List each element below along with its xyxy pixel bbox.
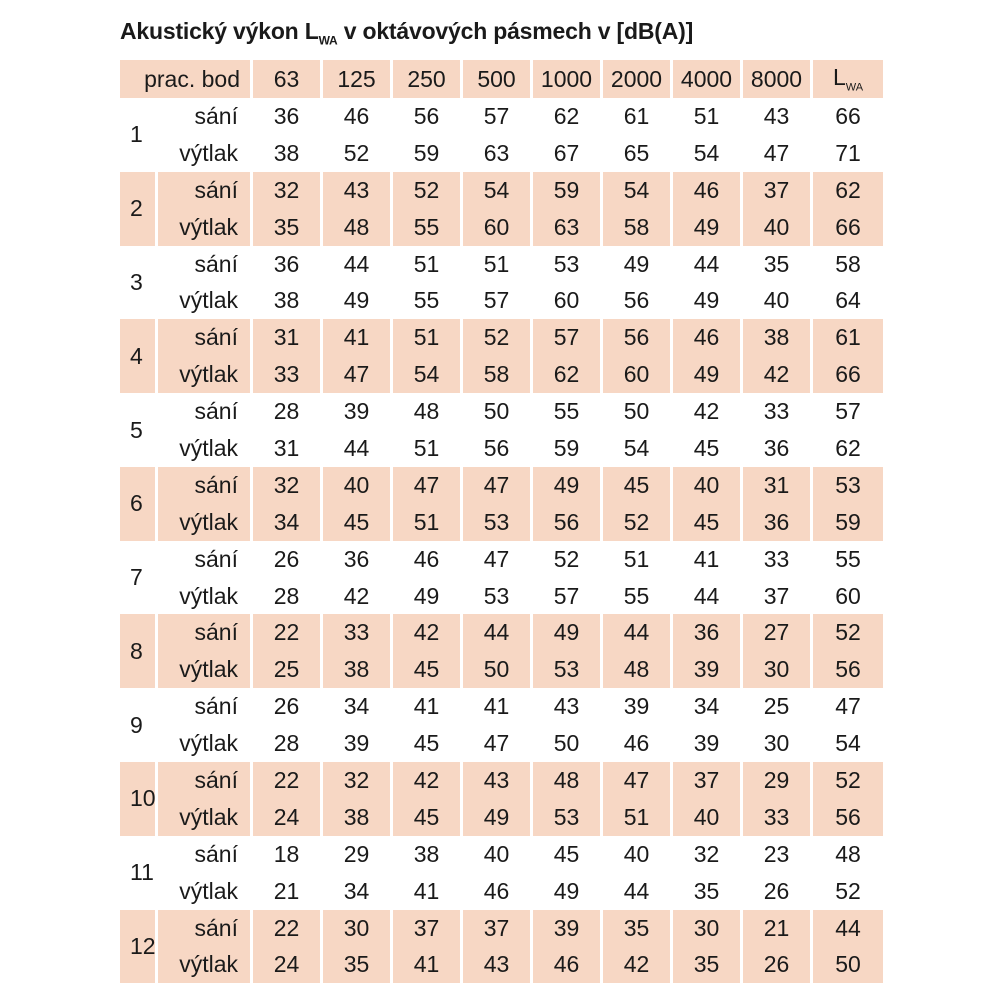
band-value-cell: 39 <box>673 651 743 688</box>
band-value-cell: 24 <box>253 799 323 836</box>
header-lwa <box>813 60 883 98</box>
table-row <box>120 873 883 910</box>
mode-suction-label: sání <box>158 910 253 947</box>
band-value-cell: 26 <box>253 688 323 725</box>
band-value-cell: 49 <box>533 614 603 651</box>
band-value-cell: 43 <box>323 172 393 209</box>
header-band: 4000 <box>673 60 743 98</box>
band-value-cell: 22 <box>253 762 323 799</box>
mode-suction-label: sání <box>158 319 253 356</box>
band-value-cell: 34 <box>673 688 743 725</box>
band-value-cell: 40 <box>673 799 743 836</box>
lwa-value-cell: 52 <box>813 762 883 799</box>
band-value-cell: 60 <box>463 209 533 246</box>
title-subscript: WA <box>318 33 338 48</box>
band-value-cell: 63 <box>463 135 533 172</box>
band-value-cell: 57 <box>463 282 533 319</box>
band-value-cell: 51 <box>463 246 533 283</box>
lwa-value-cell: 58 <box>835 250 861 277</box>
mode-discharge-label: výtlak <box>158 725 253 762</box>
band-value-cell: 44 <box>323 430 393 467</box>
band-value-cell: 44 <box>673 578 743 615</box>
band-value-cell: 34 <box>253 504 323 541</box>
band-value-cell: 36 <box>253 246 323 283</box>
band-value-cell: 33 <box>743 393 813 430</box>
point-number: 2 <box>120 172 158 246</box>
mode-suction-label: sání <box>158 541 253 578</box>
table-row <box>120 319 883 356</box>
band-value-cell: 31 <box>253 319 323 356</box>
band-value-cell: 30 <box>743 651 813 688</box>
band-value-cell: 35 <box>253 209 323 246</box>
band-value-cell: 34 <box>323 873 393 910</box>
table-row <box>120 209 883 246</box>
lwa-value-cell: 66 <box>835 102 861 129</box>
band-value-cell: 35 <box>603 910 673 947</box>
band-value-cell: 51 <box>393 246 463 283</box>
band-value-cell: 54 <box>463 172 533 209</box>
lwa-value-cell: 66 <box>813 356 883 393</box>
title-main: Akustický výkon L <box>120 18 319 44</box>
table-row <box>120 688 883 725</box>
band-value-cell: 49 <box>673 282 743 319</box>
band-value-cell: 43 <box>533 688 603 725</box>
mode-discharge-label: výtlak <box>158 135 253 172</box>
band-value-cell: 50 <box>533 725 603 762</box>
band-value-cell: 37 <box>393 910 463 947</box>
mode-discharge-label: výtlak <box>158 651 253 688</box>
header-row <box>120 60 883 98</box>
band-value-cell: 49 <box>463 799 533 836</box>
band-value-cell: 51 <box>393 430 463 467</box>
band-value-cell: 40 <box>743 209 813 246</box>
band-value-cell: 58 <box>463 356 533 393</box>
band-value-cell: 40 <box>463 836 533 873</box>
band-value-cell: 46 <box>533 946 603 983</box>
band-value-cell: 33 <box>743 541 813 578</box>
band-value-cell: 38 <box>743 319 813 356</box>
table-row <box>120 799 883 836</box>
band-value-cell: 65 <box>603 135 673 172</box>
table-row <box>120 614 883 651</box>
lwa-value-cell: 59 <box>813 504 883 541</box>
band-value-cell: 42 <box>673 393 743 430</box>
band-value-cell: 46 <box>393 541 463 578</box>
lwa-value-cell: 56 <box>813 799 883 836</box>
band-value-cell: 57 <box>533 578 603 615</box>
band-value-cell: 41 <box>393 873 463 910</box>
table-row <box>120 541 883 578</box>
band-value-cell: 56 <box>603 282 673 319</box>
band-value-cell: 38 <box>323 799 393 836</box>
band-value-cell: 62 <box>533 356 603 393</box>
band-value-cell: 27 <box>743 614 813 651</box>
table-row <box>120 98 883 135</box>
lwa-value-cell: 50 <box>813 946 883 983</box>
band-value-cell: 45 <box>323 504 393 541</box>
point-number: 10 <box>120 762 158 836</box>
band-value-cell: 63 <box>533 209 603 246</box>
table-row <box>120 578 883 615</box>
band-value-cell: 44 <box>323 246 393 283</box>
header-lwa-main: L <box>832 64 846 91</box>
band-value-cell: 54 <box>673 135 743 172</box>
band-value-cell: 39 <box>323 725 393 762</box>
point-number: 12 <box>120 910 158 984</box>
band-value-cell: 49 <box>533 873 603 910</box>
band-value-cell: 45 <box>673 504 743 541</box>
band-value-cell: 45 <box>393 725 463 762</box>
mode-discharge-label: výtlak <box>158 504 253 541</box>
point-number: 3 <box>120 246 158 320</box>
band-value-cell: 53 <box>533 246 603 283</box>
mode-suction-label: sání <box>158 836 253 873</box>
band-value-cell: 55 <box>393 209 463 246</box>
band-value-cell: 36 <box>323 541 393 578</box>
band-value-cell: 21 <box>253 873 323 910</box>
band-value-cell: 32 <box>323 762 393 799</box>
band-value-cell: 38 <box>253 135 323 172</box>
lwa-value-cell: 64 <box>835 287 861 314</box>
header-band: 63 <box>253 60 323 98</box>
band-value-cell: 43 <box>743 98 813 135</box>
lwa-value-cell: 57 <box>835 398 861 425</box>
point-number: 6 <box>120 467 158 541</box>
lwa-value-cell: 61 <box>813 319 883 356</box>
band-value-cell: 33 <box>323 614 393 651</box>
table-row <box>120 946 883 983</box>
table-row <box>120 467 883 504</box>
band-value-cell: 39 <box>323 393 393 430</box>
point-number: 4 <box>120 319 158 393</box>
band-value-cell: 30 <box>743 725 813 762</box>
mode-discharge-label: výtlak <box>158 209 253 246</box>
table-row <box>120 430 883 467</box>
band-value-cell: 42 <box>393 614 463 651</box>
table-row <box>120 836 883 873</box>
table-row <box>120 135 883 172</box>
band-value-cell: 51 <box>603 799 673 836</box>
band-value-cell: 55 <box>393 282 463 319</box>
band-value-cell: 37 <box>743 578 813 615</box>
title-rest: v oktávových pásmech v [dB(A)] <box>337 18 694 44</box>
lwa-value-cell: 60 <box>835 582 861 609</box>
header-band: 8000 <box>743 60 813 98</box>
band-value-cell: 49 <box>323 282 393 319</box>
band-value-cell: 62 <box>533 98 603 135</box>
band-value-cell: 49 <box>393 578 463 615</box>
band-value-cell: 28 <box>253 725 323 762</box>
mode-suction-label: sání <box>158 246 253 283</box>
band-value-cell: 52 <box>533 541 603 578</box>
mode-discharge-label: výtlak <box>158 799 253 836</box>
band-value-cell: 51 <box>393 319 463 356</box>
band-value-cell: 55 <box>533 393 603 430</box>
lwa-value-cell: 55 <box>835 545 861 572</box>
band-value-cell: 46 <box>603 725 673 762</box>
band-value-cell: 28 <box>253 578 323 615</box>
band-value-cell: 34 <box>323 688 393 725</box>
band-value-cell: 59 <box>533 172 603 209</box>
band-value-cell: 47 <box>603 762 673 799</box>
mode-suction-label: sání <box>158 762 253 799</box>
header-band: 1000 <box>533 60 603 98</box>
band-value-cell: 41 <box>463 688 533 725</box>
lwa-value-cell: 53 <box>813 467 883 504</box>
band-value-cell: 30 <box>673 910 743 947</box>
band-value-cell: 32 <box>673 836 743 873</box>
band-value-cell: 43 <box>463 762 533 799</box>
band-value-cell: 51 <box>673 98 743 135</box>
lwa-value-cell: 52 <box>813 614 883 651</box>
band-value-cell: 51 <box>603 541 673 578</box>
table-row <box>120 246 883 283</box>
band-value-cell: 42 <box>603 946 673 983</box>
band-value-cell: 18 <box>253 836 323 873</box>
band-value-cell: 36 <box>673 614 743 651</box>
table-row <box>120 282 883 319</box>
band-value-cell: 42 <box>743 356 813 393</box>
band-value-cell: 48 <box>603 651 673 688</box>
mode-discharge-label: výtlak <box>158 282 253 319</box>
band-value-cell: 44 <box>603 873 673 910</box>
band-value-cell: 26 <box>743 873 813 910</box>
band-value-cell: 57 <box>463 98 533 135</box>
point-number: 8 <box>120 614 158 688</box>
band-value-cell: 51 <box>393 504 463 541</box>
band-value-cell: 25 <box>743 688 813 725</box>
table-body <box>120 98 883 983</box>
header-band: 125 <box>323 60 393 98</box>
band-value-cell: 36 <box>743 504 813 541</box>
mode-discharge-label: výtlak <box>158 430 253 467</box>
table-row <box>120 393 883 430</box>
band-value-cell: 52 <box>323 135 393 172</box>
band-value-cell: 33 <box>743 799 813 836</box>
band-value-cell: 56 <box>603 319 673 356</box>
band-value-cell: 46 <box>673 172 743 209</box>
point-number: 7 <box>120 541 158 615</box>
header-lwa-subscript: WA <box>845 81 864 94</box>
band-value-cell: 35 <box>673 873 743 910</box>
band-value-cell: 47 <box>323 356 393 393</box>
band-value-cell: 29 <box>743 762 813 799</box>
band-value-cell: 25 <box>253 651 323 688</box>
band-value-cell: 36 <box>743 430 813 467</box>
band-value-cell: 47 <box>393 467 463 504</box>
band-value-cell: 47 <box>463 725 533 762</box>
band-value-cell: 41 <box>393 946 463 983</box>
sound-power-table <box>120 60 883 983</box>
band-value-cell: 59 <box>393 135 463 172</box>
lwa-value-cell: 52 <box>835 877 861 904</box>
mode-discharge-label: výtlak <box>158 873 253 910</box>
band-value-cell: 56 <box>533 504 603 541</box>
band-value-cell: 23 <box>743 836 813 873</box>
band-value-cell: 29 <box>323 836 393 873</box>
band-value-cell: 50 <box>463 651 533 688</box>
band-value-cell: 22 <box>253 614 323 651</box>
table-title <box>120 18 693 48</box>
header-band: 250 <box>393 60 463 98</box>
band-value-cell: 33 <box>253 356 323 393</box>
band-value-cell: 38 <box>253 282 323 319</box>
band-value-cell: 24 <box>253 946 323 983</box>
band-value-cell: 32 <box>253 467 323 504</box>
band-value-cell: 52 <box>393 172 463 209</box>
band-value-cell: 58 <box>603 209 673 246</box>
band-value-cell: 28 <box>253 393 323 430</box>
band-value-cell: 47 <box>463 467 533 504</box>
lwa-value-cell: 56 <box>813 651 883 688</box>
band-value-cell: 56 <box>393 98 463 135</box>
band-value-cell: 39 <box>533 910 603 947</box>
point-number: 1 <box>120 98 158 172</box>
band-value-cell: 46 <box>673 319 743 356</box>
band-value-cell: 40 <box>603 836 673 873</box>
band-value-cell: 40 <box>323 467 393 504</box>
lwa-value-cell: 47 <box>835 693 861 720</box>
band-value-cell: 46 <box>323 98 393 135</box>
band-value-cell: 39 <box>603 688 673 725</box>
band-value-cell: 49 <box>673 209 743 246</box>
point-number: 5 <box>120 393 158 467</box>
table-row <box>120 651 883 688</box>
band-value-cell: 31 <box>253 430 323 467</box>
band-value-cell: 45 <box>673 430 743 467</box>
table-row <box>120 910 883 947</box>
band-value-cell: 35 <box>323 946 393 983</box>
band-value-cell: 46 <box>463 873 533 910</box>
band-value-cell: 54 <box>393 356 463 393</box>
band-value-cell: 37 <box>673 762 743 799</box>
band-value-cell: 32 <box>253 172 323 209</box>
lwa-value-cell: 62 <box>835 434 861 461</box>
band-value-cell: 48 <box>393 393 463 430</box>
band-value-cell: 43 <box>463 946 533 983</box>
band-value-cell: 45 <box>603 467 673 504</box>
band-value-cell: 42 <box>393 762 463 799</box>
band-value-cell: 40 <box>743 282 813 319</box>
band-value-cell: 44 <box>673 246 743 283</box>
band-value-cell: 44 <box>603 614 673 651</box>
band-value-cell: 50 <box>603 393 673 430</box>
band-value-cell: 49 <box>673 356 743 393</box>
mode-suction-label: sání <box>158 393 253 430</box>
band-value-cell: 49 <box>603 246 673 283</box>
band-value-cell: 55 <box>603 578 673 615</box>
band-value-cell: 45 <box>393 799 463 836</box>
band-value-cell: 61 <box>603 98 673 135</box>
band-value-cell: 41 <box>323 319 393 356</box>
band-value-cell: 44 <box>463 614 533 651</box>
table-row <box>120 762 883 799</box>
band-value-cell: 54 <box>603 172 673 209</box>
band-value-cell: 56 <box>463 430 533 467</box>
band-value-cell: 54 <box>603 430 673 467</box>
band-value-cell: 37 <box>463 910 533 947</box>
band-value-cell: 47 <box>743 135 813 172</box>
band-value-cell: 41 <box>673 541 743 578</box>
band-value-cell: 26 <box>743 946 813 983</box>
mode-suction-label: sání <box>158 614 253 651</box>
mode-suction-label: sání <box>158 172 253 209</box>
band-value-cell: 26 <box>253 541 323 578</box>
band-value-cell: 38 <box>323 651 393 688</box>
band-value-cell: 45 <box>393 651 463 688</box>
band-value-cell: 48 <box>533 762 603 799</box>
mode-suction-label: sání <box>158 98 253 135</box>
band-value-cell: 49 <box>533 467 603 504</box>
lwa-value-cell: 48 <box>835 840 861 867</box>
band-value-cell: 21 <box>743 910 813 947</box>
band-value-cell: 30 <box>323 910 393 947</box>
header-band: 2000 <box>603 60 673 98</box>
band-value-cell: 52 <box>463 319 533 356</box>
band-value-cell: 45 <box>533 836 603 873</box>
band-value-cell: 40 <box>673 467 743 504</box>
band-value-cell: 53 <box>463 578 533 615</box>
band-value-cell: 60 <box>533 282 603 319</box>
point-number: 9 <box>120 688 158 762</box>
header-point-label: prac. bod <box>120 60 253 98</box>
band-value-cell: 60 <box>603 356 673 393</box>
band-value-cell: 37 <box>743 172 813 209</box>
band-value-cell: 38 <box>393 836 463 873</box>
band-value-cell: 35 <box>743 246 813 283</box>
band-value-cell: 41 <box>393 688 463 725</box>
table-row <box>120 504 883 541</box>
header-band: 500 <box>463 60 533 98</box>
band-value-cell: 48 <box>323 209 393 246</box>
band-value-cell: 59 <box>533 430 603 467</box>
band-value-cell: 52 <box>603 504 673 541</box>
mode-discharge-label: výtlak <box>158 946 253 983</box>
mode-discharge-label: výtlak <box>158 356 253 393</box>
band-value-cell: 22 <box>253 910 323 947</box>
band-value-cell: 50 <box>463 393 533 430</box>
mode-discharge-label: výtlak <box>158 578 253 615</box>
band-value-cell: 35 <box>673 946 743 983</box>
lwa-value-cell: 54 <box>835 730 861 757</box>
band-value-cell: 67 <box>533 135 603 172</box>
band-value-cell: 53 <box>533 651 603 688</box>
table-row <box>120 356 883 393</box>
mode-suction-label: sání <box>158 467 253 504</box>
mode-suction-label: sání <box>158 688 253 725</box>
band-value-cell: 31 <box>743 467 813 504</box>
band-value-cell: 53 <box>463 504 533 541</box>
lwa-value-cell: 62 <box>813 172 883 209</box>
band-value-cell: 53 <box>533 799 603 836</box>
band-value-cell: 39 <box>673 725 743 762</box>
table-row <box>120 172 883 209</box>
table-row <box>120 725 883 762</box>
band-value-cell: 42 <box>323 578 393 615</box>
lwa-value-cell: 44 <box>813 910 883 947</box>
band-value-cell: 36 <box>253 98 323 135</box>
lwa-value-cell: 66 <box>813 209 883 246</box>
point-number: 11 <box>120 836 158 910</box>
lwa-value-cell: 71 <box>835 139 861 166</box>
band-value-cell: 57 <box>533 319 603 356</box>
band-value-cell: 47 <box>463 541 533 578</box>
